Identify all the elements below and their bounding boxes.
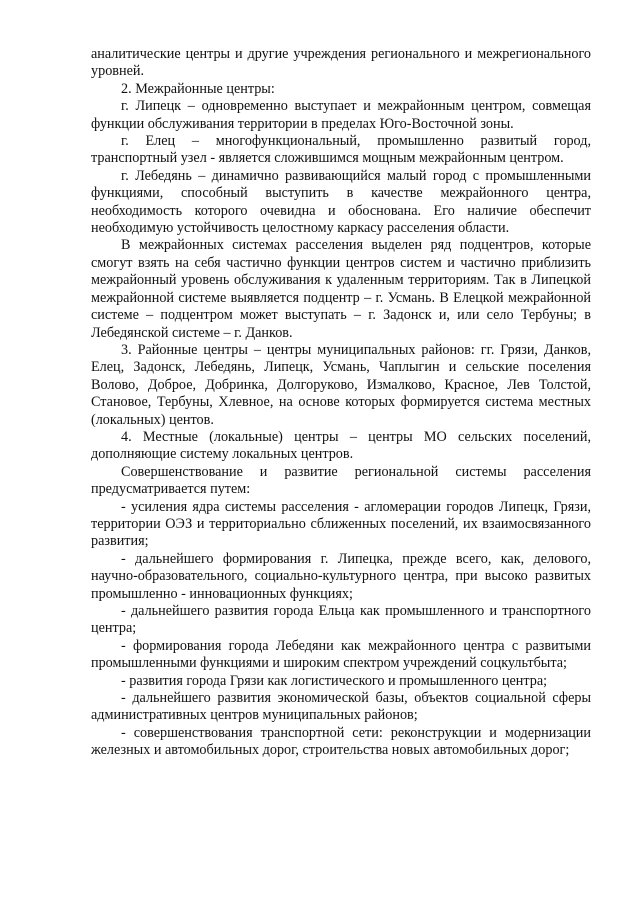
list-item: - развития города Грязи как логистического и промышленного центра; bbox=[121, 672, 548, 689]
paragraph-elets: г. Елец – многофункциональный, промышленно развитый город, транспортный узел - является сложившимся мощным межрайонным центром. bbox=[91, 133, 591, 167]
paragraph-lebedyan: г. Лебедянь – динамично развивающийся малый город с промышленными функциями, способный выступить в качестве межрайонного центра, необходимость которого очевидна и обоснована. Его наличие обеспечит необходимую устойчивость целостному каркасу расселения области. bbox=[91, 167, 591, 237]
list-item: - дальнейшего развития города Ельца как промышленного и транспортного центра; bbox=[91, 603, 591, 637]
paragraph-district-centers: 3. Районные центры – центры муниципальных районов: гг. Грязи, Данков, Елец, Задонск, Лебедянь, Липецк, Усмань, Чаплыгин и сельские поселения Волово, Доброе, Добринка, Долгоруково, Измалково, Красное, Лев Толстой, Становое, Тербуны, Хлевное, на основе которых формируется система местных (локальных) центов. bbox=[91, 341, 591, 428]
paragraph-continuation: аналитические центры и другие учреждения регионального и межрегионального уровней. bbox=[91, 46, 591, 80]
list-item: - совершенствования транспортной сети: реконструкции и модернизации железных и автомобильных дорог, строительства новых автомобильных дорог; bbox=[91, 724, 591, 759]
section-heading-interdistrict-centers: 2. Межрайонные центры: bbox=[121, 80, 275, 97]
list-item: - формирования города Лебедяни как межрайонного центра с развитыми промышленными функциями и широким спектром учреждений соцкультбыта; bbox=[91, 637, 591, 672]
paragraph-subcenters: В межрайонных системах расселения выделен ряд подцентров, которые смогут взять на себя частично функции центров систем и частично приблизить межрайонный уровень обслуживания к удаленным территориям. Так в Липецкой межрайонной системе выявляется подцентр – г. Усмань. В Елецкой межрайонной системе – подцентром может выступать – г. Задонск и, или село Тербуны; в Лебедянской системе – г. Данков. bbox=[91, 237, 591, 341]
paragraph-improvement-intro: Совершенствование и развитие региональной системы расселения предусматривается путем: bbox=[91, 463, 591, 498]
paragraph-lipetsk: г. Липецк – одновременно выступает и межрайонным центром, совмещая функции обслуживания территории в пределах Юго-Восточной зоны. bbox=[91, 98, 591, 132]
list-item: - дальнейшего развития экономической базы, объектов социальной сферы административных центров муниципальных районов; bbox=[91, 690, 591, 724]
paragraph-local-centers: 4. Местные (локальные) центры – центры МО сельских поселений, дополняющие систему локальных центров. bbox=[91, 428, 591, 463]
document-page bbox=[91, 46, 591, 760]
list-item: - усиления ядра системы расселения - агломерации городов Липецк, Грязи, территории ОЭЗ и территориально сближенных поселений, их взаимосвязанного развития; bbox=[91, 498, 591, 550]
list-item: - дальнейшего формирования г. Липецка, прежде всего, как, делового, научно-образовательного, социально-культурного центра, при высоко развитых промышленно - инновационных функциях; bbox=[91, 550, 591, 602]
